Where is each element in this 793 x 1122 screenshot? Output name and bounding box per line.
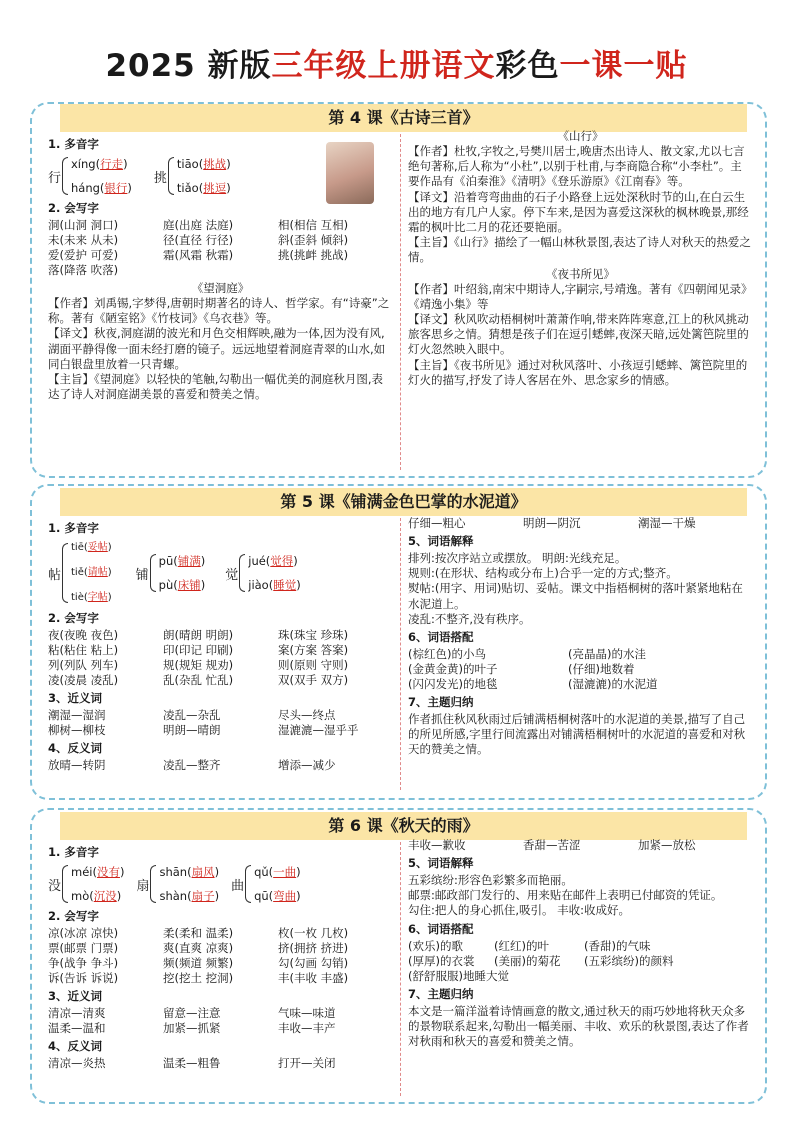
poem-3-translation: 【译文】秋风吹动梧桐树叶萧萧作响,带来阵阵寒意,江上的秋风挑动旅客思乡之情。猜想是孩子们在逗引蟋蟀,夜深天暗,远处篱笆院里的灯火忽然映入眼中。: [408, 312, 749, 357]
lesson-6-summary-heading: 7、主题归纳: [408, 986, 474, 1001]
poem-1-theme: 【主旨】《望洞庭》以轻快的笔触,勾勒出一幅优美的洞庭秋月图,表达了诗人对洞庭湖美景的喜爱和赞美之情。: [48, 372, 384, 402]
lesson-6-antonym-heading: 4、反义词: [48, 1039, 103, 1053]
poem-2-title: 《山行》: [557, 129, 604, 143]
poem-3-title: 《夜书所见》: [546, 266, 615, 281]
poem-2-theme: 【主旨】《山行》描绘了一幅山林秋景图,表达了诗人对秋天的热爱之情。: [408, 235, 751, 265]
lesson-5-left: 1. 多音字 帖 tiē(妥帖) tiě(请帖) tiè(字帖) 铺 pū(铺满) pù(床铺) 觉 jué(觉得) jiào(睡觉) 2. 会写字 夜(夜晚 夜色) 朗(晴朗 明朗) 珠(珠宝 珍珠) 粘(粘住 粘上) 印(印记 印刷) 案(方案 答案) 列(列队 列车) 规(规矩 规劝) 则(原则 守则) 凌(凌晨 凌乱) 乱(杂乱 忙乱) 双(双手 双方) 3、近义词 潮湿—湿润 凌乱—杂乱 尽头—终点 柳树—柳枝 明朗—晴朗 湿漉漉—湿乎乎 4、反义词 放晴—转阴 凌乱—整齐 增添—减少: [48, 518, 393, 773]
lesson-6-collocation-heading: 6、词语搭配: [408, 921, 474, 936]
lesson-5-writing-heading: 2. 会写字: [48, 611, 99, 625]
lesson-5-divider: [400, 518, 401, 790]
title-part-sticker: 一课一贴: [559, 48, 688, 84]
polyphone-jue: 觉 jué(觉得) jiào(睡觉): [225, 554, 301, 592]
poem-3-author: 【作者】叶绍翁,南宋中期诗人,字嗣宗,号靖逸。著有《四朝闻见录》《靖逸小集》等: [408, 281, 753, 311]
page-title: [0, 40, 793, 85]
polyphone-tie: 帖 tiē(妥帖) tiě(请帖) tiè(字帖): [48, 542, 112, 603]
lesson-4-illustration: [326, 142, 374, 204]
title-part-year: 2025 新版: [105, 48, 272, 84]
poem-2-author: 【作者】杜牧,字牧之,号樊川居士,晚唐杰出诗人、散文家,尤以七言绝句著称,后人称为“小杜”,以别于杜甫,与李商隐合称“小李杜”。主要作品有《泊秦淮》《清明》《登乐游原》《江南春》等。: [408, 144, 745, 189]
lesson-5-summary-heading: 7、主题归纳: [408, 695, 474, 710]
lesson-5-polyphone-heading: 1. 多音字: [48, 521, 99, 535]
lesson-4-writing-heading: 2. 会写字: [48, 201, 99, 215]
lesson-5-banner: 第 5 课《铺满金色巴掌的水泥道》: [60, 488, 747, 516]
polyphone-qu: 曲 qǔ(一曲) qū(弯曲): [231, 865, 301, 903]
lesson-4-polyphone-heading: 1. 多音字: [48, 137, 99, 151]
polyphone-shan: 扇 shān(扇风) shàn(扇子): [136, 865, 220, 903]
lesson-5-right: 仔细—粗心 明朗—阴沉 潮湿—干燥 5、词语解释 排列:按次序站立或摆放。 明朗:光线充足。 规则:(在形状、结构或分布上)合乎一定的方式;整齐。 熨帖:(用字、用词)贴切、妥帖。课文中指梧桐树的落叶紧紧地粘在水泥道上。 凌乱:不整齐,没有秩序。 6、词语搭配 (棕红色)的小鸟 (亮晶晶)的水洼 (金黄金黄)的叶子 (仔细)地数着 (闪闪发光)的地毯 (湿漉漉)的水泥道 7、主题归纳 作者抓住秋风秋雨过后铺满梧桐树落叶的水泥道的美景,描写了自己的所见所感,字里行间流露出对铺满梧桐树叶的水泥道的喜爱和对秋天的赞美之情。: [408, 516, 753, 758]
lesson-5-antonym-heading: 4、反义词: [48, 741, 103, 755]
lesson-5-synonym-heading: 3、近义词: [48, 691, 103, 705]
polyphone-tiao: 挑 tiāo(挑战) tiǎo(挑逗): [153, 157, 231, 195]
poem-1-translation: 【译文】秋夜,洞庭湖的波光和月色交相辉映,融为一体,因为没有风,湖面平静得像一面未经打磨的镜子。远远地望着洞庭青翠的山水,如同白银盘里放着一只青螺。: [48, 326, 386, 371]
poem-3-theme: 【主旨】《夜书所见》通过对秋风落叶、小孩逗引蟋蟀、篱笆院里的灯火的描写,抒发了诗人客居在外、思念家乡的情感。: [408, 357, 748, 387]
poem-1-author: 【作者】刘禹锡,字梦得,唐朝时期著名的诗人、哲学家。有“诗豪”之称。著有《陋室铭》《竹枝词》《乌衣巷》等。: [48, 296, 390, 326]
lesson-4-divider: [400, 134, 401, 470]
polyphone-xing: 行 xíng(行走) háng(银行): [48, 157, 132, 195]
lesson-6-banner: 第 6 课《秋天的雨》: [60, 812, 747, 840]
lesson-6-divider: [400, 842, 401, 1096]
poem-2-translation: 【译文】沿着弯弯曲曲的石子小路登上远处深秋时节的山,在白云生出的地方有几户人家。停下车来,是因为喜爱这深秋的枫林晚景,那经霜的枫叶比二月的花还要艳丽。: [408, 189, 749, 235]
polyphone-mei: 没 méi(没有) mò(沉没): [48, 865, 125, 903]
lesson-4-banner: 第 4 课《古诗三首》: [60, 104, 747, 132]
poem-1-title: 《望洞庭》: [191, 281, 250, 295]
title-part-grade: 三年级上册语文: [271, 48, 496, 84]
lesson-6-summary: 本文是一篇洋溢着诗情画意的散文,通过秋天的雨巧妙地将秋天众多的景物联系起来,勾勒出一幅美丽、丰收、欢乐的秋景图,表达了作者对秋雨和秋天的喜爱和赞美之情。: [408, 1003, 749, 1049]
lesson-4-right: [408, 128, 753, 388]
polyphone-pu: 铺 pū(铺满) pù(床铺): [135, 554, 206, 592]
title-part-color: 彩色: [495, 48, 560, 84]
lesson-6-writing-heading: 2. 会写字: [48, 909, 99, 923]
lesson-6-explanation-heading: 5、词语解释: [408, 856, 474, 870]
lesson-6-left: 1. 多音字 没 méi(没有) mò(沉没) 扇 shān(扇风) shàn(扇子) 曲 qǔ(一曲) qū(弯曲) 2. 会写字 凉(冰凉 凉快) 柔(柔和 温柔) 枚(一枚 几枚) 票(邮票 门票) 爽(直爽 凉爽) 挤(拥挤 挤进) 争(战争 争斗) 频(频道 频繁) 勾(勾画 勾销) 诉(告诉 诉说) 挖(挖土 挖洞) 丰(丰收 丰盛) 3、近义词 清凉—清爽 留意—注意 气味—味道 温柔—温和 加紧—抓紧 丰收—丰产 4、反义词 清凉—炎热 温柔—粗鲁 打开—关闭: [48, 842, 393, 1071]
lesson-4-left: 1. 多音字 行 xíng(行走) háng(银行) 挑 tiāo(挑战) tiǎo(挑逗) 2. 会写字 洞(山洞 洞口) 庭(出庭 法庭) 相(相信 互相) 未(未来 从未) 径(直径 行径) 斜(歪斜 倾斜) 爱(爱护 可爱) 霜(风霜 秋霜) 挑(挑衅 挑战) 落(降落 吹落) 《望洞庭》 【作者】刘禹锡,字梦得,唐朝时期著名的诗人、哲学家。有“诗豪”之称。著有《陋室铭》《竹枝词》《乌衣巷》等。 【译文】秋夜,洞庭湖的波光和月色交相辉映,融为一体,因为没有风,湖面平静得像一面未经打磨的镜子。远远地望着洞庭青翠的山水,如同白银盘里放着一只青螺。 【主旨】《望洞庭》以轻快的笔触,勾勒出一幅优美的洞庭秋月图,表达了诗人对洞庭湖美景的喜爱和赞美之情。: [48, 134, 393, 402]
lesson-6-polyphone-heading: 1. 多音字: [48, 845, 99, 859]
lesson-5-explanation-heading: 5、词语解释: [408, 534, 474, 548]
lesson-5-collocation-heading: 6、词语搭配: [408, 630, 474, 645]
lesson-6-synonym-heading: 3、近义词: [48, 989, 103, 1003]
lesson-6-right: 丰收—歉收 香甜—苦涩 加紧—放松 5、词语解释 五彩缤纷:形容色彩繁多而艳丽。 邮票:邮政部门发行的、用来贴在邮件上表明已付邮资的凭证。 勾住:把人的身心抓住,吸引。 丰收:收成好。 6、词语搭配 (欢乐)的歌 (红红)的叶 (香甜)的气味 (厚厚)的衣裳 (美丽)的菊花 (五彩缤纷)的颜料 (舒舒服服)地睡大觉 7、主题归纳 本文是一篇洋溢着诗情画意的散文,通过秋天的雨巧妙地将秋天众多的景物联系起来,勾勒出一幅美丽、丰收、欢乐的秋景图,表达了作者对秋雨和秋天的喜爱和赞美之情。: [408, 838, 753, 1049]
lesson-5-summary: 作者抓住秋风秋雨过后铺满梧桐树落叶的水泥道的美景,描写了自己的所见所感,字里行间流露出对铺满梧桐树叶的水泥道的喜爱和对秋天的赞美之情。: [408, 712, 746, 757]
